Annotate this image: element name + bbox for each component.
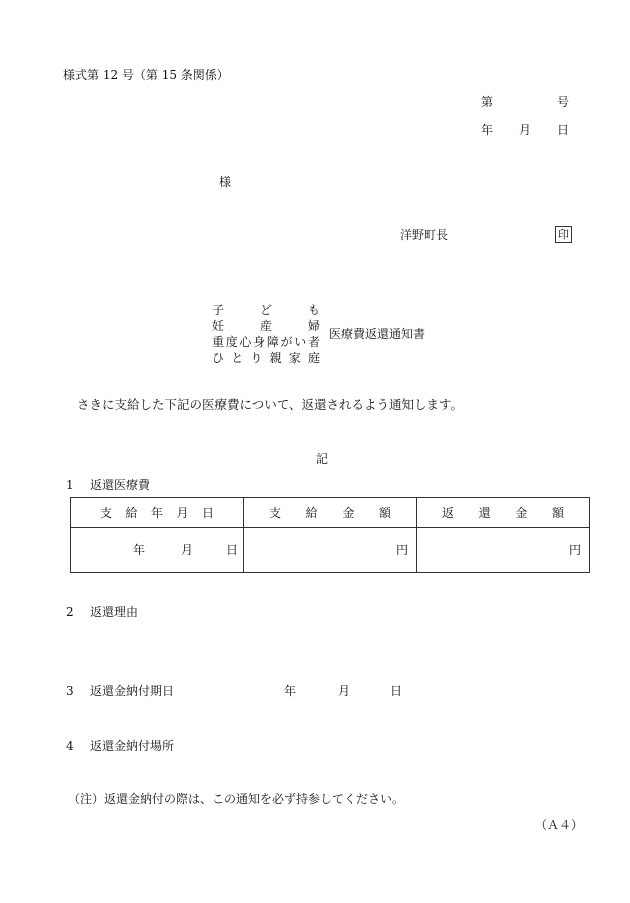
due-date-day: 日 <box>390 684 403 698</box>
section-number: 3 <box>66 684 74 698</box>
header-refund-amount: 返還金額 <box>417 498 590 528</box>
cell-day: 日 <box>226 543 239 557</box>
section-number: 1 <box>66 478 74 492</box>
due-date-month: 月 <box>338 684 351 698</box>
cell-payment-amount <box>244 528 417 573</box>
section-number: 2 <box>66 605 74 619</box>
form-number: 様式第 12 号（第 15 条関係） <box>63 68 229 82</box>
category-disabled: 重度心身障がい者 <box>212 335 320 349</box>
header-payment-amount: 支給金額 <box>244 498 417 528</box>
document-title: 医療費返還通知書 <box>329 327 426 341</box>
seal-stamp: 印 <box>555 226 572 243</box>
refund-table <box>70 497 590 573</box>
document-number-label: 第 <box>481 95 494 109</box>
body-text: さきに支給した下記の医療費について、返還されるよう通知します。 <box>77 397 464 412</box>
issue-date-month: 月 <box>519 123 532 137</box>
category-single-parent: ひとり親家庭 <box>212 351 320 365</box>
table-header-row <box>71 498 590 528</box>
cell-yen: 円 <box>395 543 408 557</box>
section-2 <box>66 606 138 618</box>
section-1 <box>66 479 150 491</box>
ki-heading: 記 <box>316 452 329 466</box>
header-payment-date: 支給年月日 <box>71 498 244 528</box>
section-4 <box>66 740 174 752</box>
cell-refund-amount <box>417 528 590 573</box>
paper-size: （Ａ４） <box>535 818 584 832</box>
category-pregnant: 妊 産 婦 <box>212 319 320 333</box>
section-label: 返還金納付場所 <box>90 739 175 753</box>
table-row <box>71 528 590 573</box>
issue-date-day: 日 <box>557 123 570 137</box>
category-list <box>212 302 320 366</box>
section-label: 返還理由 <box>90 605 139 619</box>
section-number: 4 <box>66 739 74 753</box>
category-child: 子 ど も <box>212 303 320 317</box>
cell-yen: 円 <box>568 543 581 557</box>
note-text: （注）返還金納付の際は、この通知を必ず持参してください。 <box>68 792 405 806</box>
section-label: 返還医療費 <box>90 478 151 492</box>
section-3 <box>66 685 174 697</box>
issuer-name: 洋野町長 <box>400 228 449 242</box>
section-label: 返還金納付期日 <box>90 684 175 698</box>
recipient-suffix: 様 <box>219 175 232 189</box>
issue-date-year: 年 <box>481 123 494 137</box>
document-number-suffix: 号 <box>557 95 570 109</box>
cell-payment-date <box>71 528 244 573</box>
cell-year: 年 <box>133 543 146 557</box>
due-date-year: 年 <box>284 684 297 698</box>
cell-month: 月 <box>181 543 194 557</box>
